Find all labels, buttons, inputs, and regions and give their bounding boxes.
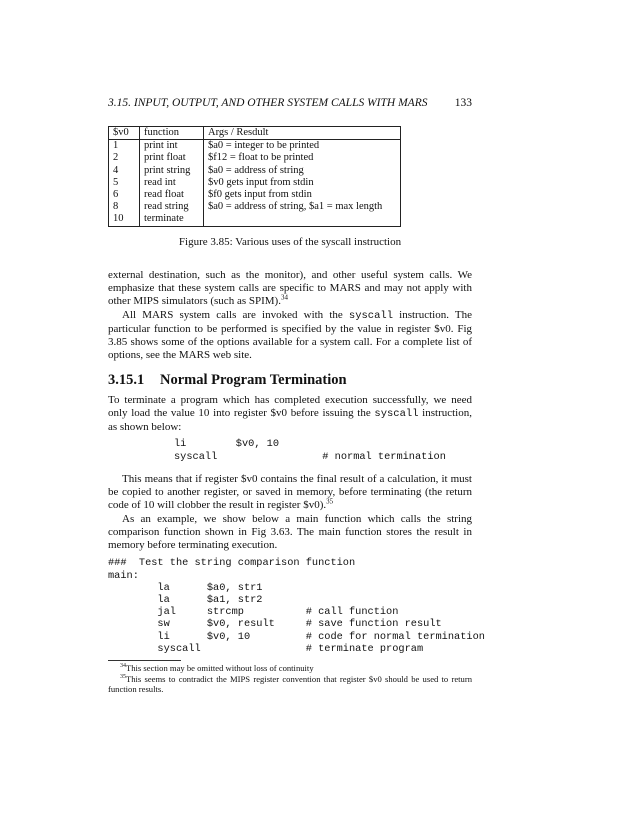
section-number: 3.15.1 [108, 372, 145, 388]
table-cell-code: 5 [109, 177, 140, 189]
figure-caption: Figure 3.85: Various uses of the syscall instruction [178, 236, 402, 248]
table-row [109, 189, 401, 201]
paragraph-text: As an example, we show below a main function which calls the string comparison function shown in Fig 3.63. The main function stores the result in memory before terminating execution. [108, 513, 472, 552]
paragraph-text: instruction. The particular function to be performed is specified by the value in register $v0. Fig 3.85 shows some of the options available for a system call. For a complete list of options, see the MARS web site. [108, 309, 472, 362]
table-row [109, 213, 401, 226]
paragraph-text: external destination, such as the monitor), and other useful system calls. We emphasize that these system calls are specific to MARS and may not apply with other MIPS simulators (such as SPIM). [108, 269, 472, 308]
table-cell-function: read float [140, 189, 204, 201]
inline-code: syscall [374, 408, 419, 421]
column-header-args: Args / Resdult [204, 127, 401, 140]
paragraph-text: This means that if register $v0 contains the final result of a calculation, it must be copied to another register, or saved in memory, before terminating (the return code of 10 will clobber the result in register $v0). [108, 473, 472, 512]
footnote [108, 674, 472, 694]
table-cell-args: $v0 gets input from stdin [204, 177, 401, 189]
table-cell-args: $f0 gets input from stdin [204, 189, 401, 201]
table-cell-function: terminate [140, 213, 204, 226]
section-heading [108, 372, 347, 389]
table-cell-code: 8 [109, 201, 140, 213]
code-line: ### Test the string comparison function [108, 557, 356, 569]
footnote-text: This seems to contradict the MIPS register convention that register $v0 should be used to return function results. [108, 674, 472, 695]
syscall-table [108, 126, 401, 227]
table-cell-code: 4 [109, 165, 140, 177]
paragraph-continuation [108, 269, 472, 308]
code-line: li $v0, 10 # code for normal termination [108, 631, 485, 643]
code-line: main: [108, 570, 139, 582]
footnote [108, 663, 472, 673]
table-row [109, 165, 401, 177]
table-header-row [109, 127, 401, 140]
paragraph-text: instruction, as shown below: [108, 407, 472, 434]
table-cell-args [204, 213, 401, 226]
table-cell-args: $a0 = address of string [204, 165, 401, 177]
paragraph-syscall-intro [108, 309, 472, 362]
code-line: sw $v0, result # save function result [108, 618, 442, 630]
table-cell-args: $f12 = float to be printed [204, 152, 401, 164]
table-cell-args: $a0 = address of string, $a1 = max length [204, 201, 401, 213]
section-title: Normal Program Termination [160, 372, 347, 388]
running-head [108, 97, 472, 109]
footnote-mark: 35 [120, 674, 126, 681]
code-line: syscall # normal termination [174, 451, 446, 463]
code-line: la $a0, str1 [108, 582, 263, 594]
table-cell-function: read string [140, 201, 204, 213]
code-line: la $a1, str2 [108, 594, 263, 606]
table-cell-code: 10 [109, 213, 140, 226]
footnote-rule [108, 660, 181, 661]
paragraph-text: All MARS system calls are invoked with the [122, 309, 349, 321]
column-header-v0: $v0 [109, 127, 140, 140]
table-row [109, 152, 401, 164]
table-row [109, 177, 401, 189]
footnote-text: This section may be omitted without loss of continuity [126, 663, 314, 673]
footnote-mark: 34 [120, 663, 126, 670]
table-cell-code: 1 [109, 140, 140, 153]
code-line: jal strcmp # call function [108, 606, 399, 618]
table-cell-function: read int [140, 177, 204, 189]
paragraph-example [108, 513, 472, 552]
table-cell-function: print string [140, 165, 204, 177]
table-row [109, 140, 401, 153]
page-number: 133 [454, 97, 472, 109]
footnote-ref: 34 [280, 293, 288, 302]
inline-code: syscall [348, 310, 394, 322]
table-cell-function: print float [140, 152, 204, 164]
running-head-title: 3.15. INPUT, OUTPUT, AND OTHER SYSTEM CALLS WITH MARS [108, 97, 428, 109]
table-row [109, 201, 401, 213]
column-header-function: function [140, 127, 204, 140]
paragraph-termination [108, 394, 472, 434]
paragraph-text: To terminate a program which has completed execution successfully, we need only load the value 10 into register $v0 before issuing the [108, 394, 472, 420]
table-cell-code: 6 [109, 189, 140, 201]
table-cell-args: $a0 = integer to be printed [204, 140, 401, 153]
footnote-ref: 35 [326, 497, 334, 506]
table-cell-code: 2 [109, 152, 140, 164]
code-line: li $v0, 10 [174, 438, 280, 450]
paragraph-clobber [108, 473, 472, 512]
table-cell-function: print int [140, 140, 204, 153]
code-line: syscall # terminate program [108, 643, 424, 655]
